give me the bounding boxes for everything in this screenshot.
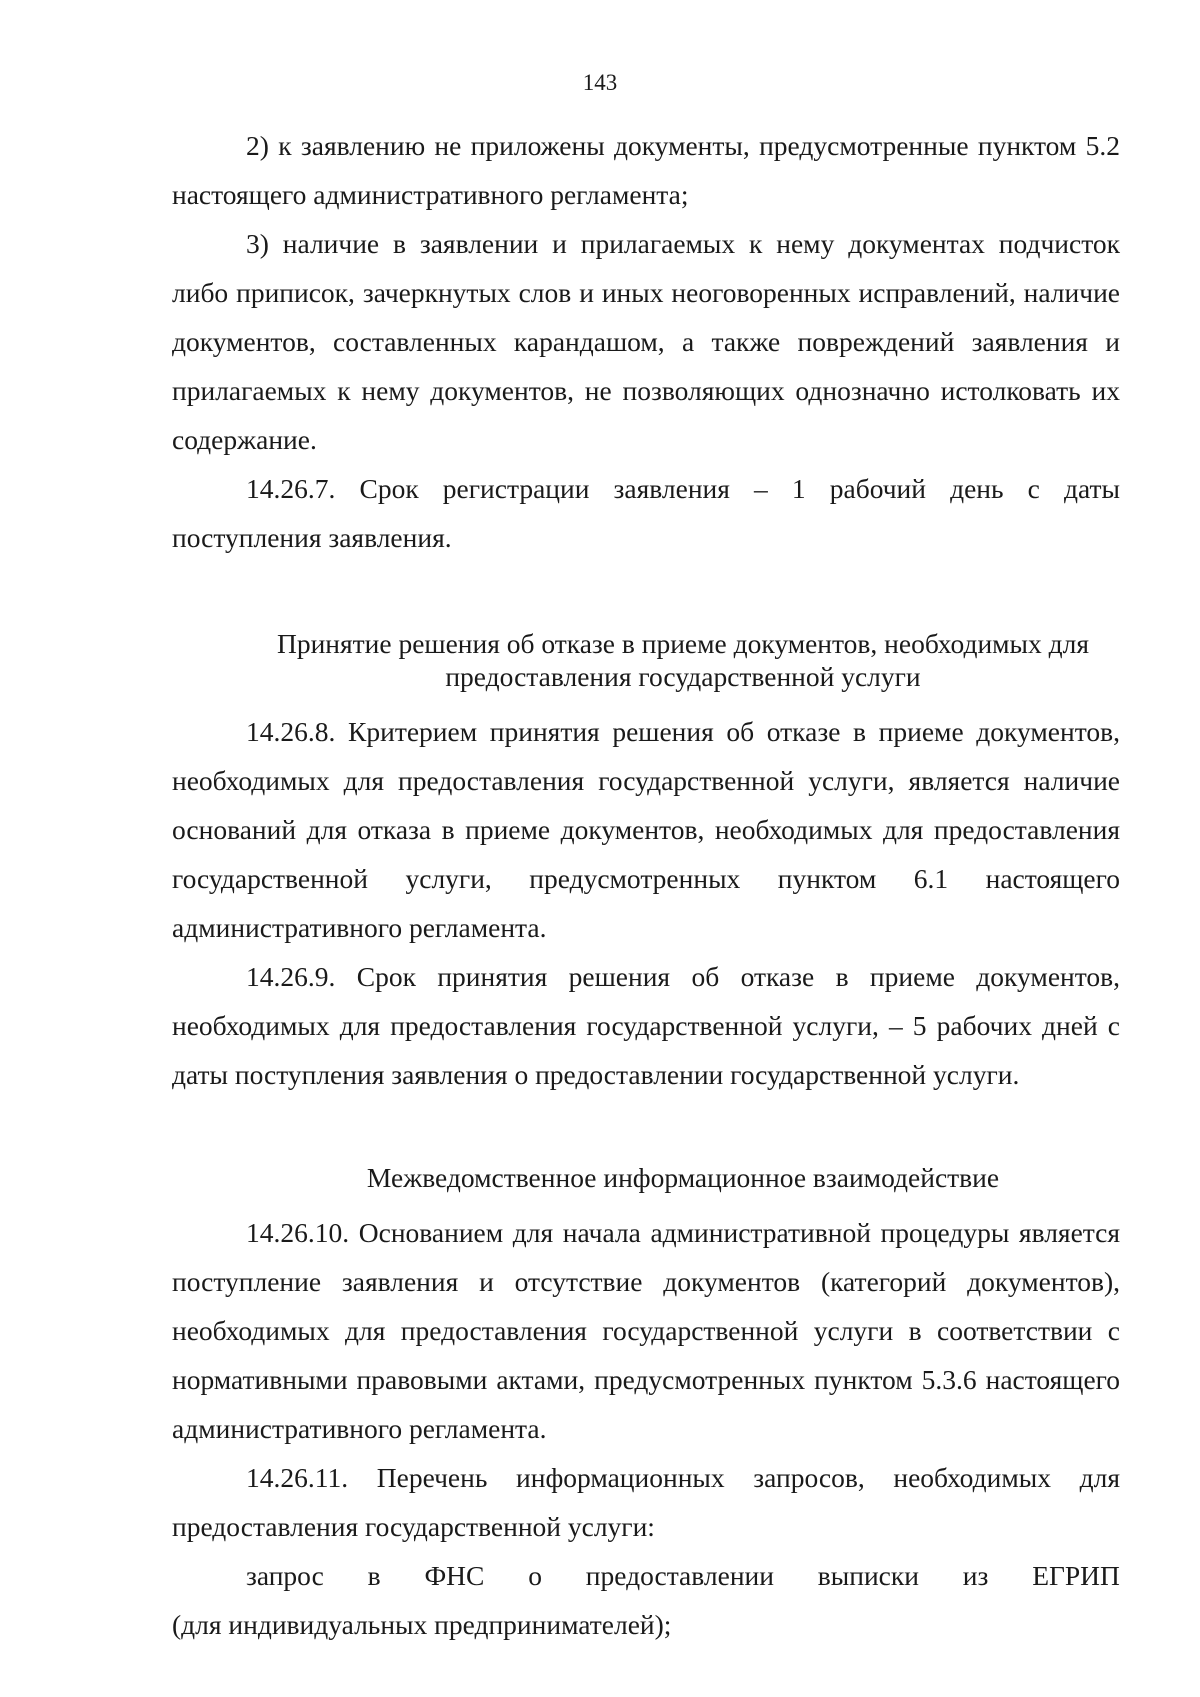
paragraph-14-26-11: 14.26.11. Перечень информационных запросов, необходимых для предоставления государственной услуги: xyxy=(172,1462,1120,1542)
request-word: предоставлении xyxy=(585,1560,774,1591)
paragraph-14-26-7: 14.26.7. Срок регистрации заявления – 1 рабочий день с даты поступления заявления. xyxy=(172,473,1120,553)
paragraph-14-26-10: 14.26.10. Основанием для начала административной процедуры является поступление заявления и отсутствие документов (категорий документов), необходимых для предоставления государственной услуги в соответствии с нормативными правовыми актами, предусмотренных пунктом 5.3.6 настоящего административного регламента. xyxy=(172,1217,1120,1444)
request-word: ФНС xyxy=(424,1560,485,1591)
paragraph-item-2: 2) к заявлению не приложены документы, предусмотренные пунктом 5.2 настоящего административного регламента; xyxy=(172,130,1120,210)
paragraph-item-3: 3) наличие в заявлении и прилагаемых к нему документах подчисток либо приписок, зачеркнутых слов и иных неоговоренных исправлений, наличие документов, составленных карандашом, а также повреждений заявления и прилагаемых к нему документов, не позволяющих однозначно истолковать их содержание. xyxy=(172,228,1120,455)
request-word: из xyxy=(962,1560,989,1591)
request-item-line xyxy=(172,1551,1120,1600)
request-word: запрос xyxy=(246,1560,324,1591)
request-word: в xyxy=(367,1560,381,1591)
request-word: ЕГРИП xyxy=(1032,1560,1120,1591)
section-heading-interagency: Межведомственное информационное взаимодействие xyxy=(366,1162,1000,1193)
request-word: о xyxy=(528,1560,542,1591)
request-item-continuation: (для индивидуальных предпринимателей); xyxy=(172,1609,672,1640)
request-word: выписки xyxy=(817,1560,919,1591)
paragraph-14-26-8: 14.26.8. Критерием принятия решения об отказе в приеме документов, необходимых для предоставления государственной услуги, является наличие оснований для отказа в приеме документов, необходимых для предоставления государственной услуги, предусмотренных пунктом 6.1 настоящего административного регламента. xyxy=(172,716,1120,943)
page-number: 143 xyxy=(582,70,618,95)
document-body xyxy=(172,121,1120,1649)
paragraph-14-26-9: 14.26.9. Срок принятия решения об отказе в приеме документов, необходимых для предоставления государственной услуги, – 5 рабочих дней с даты поступления заявления о предоставлении государственной услуги. xyxy=(172,961,1120,1090)
section-heading-refusal: Принятие решения об отказе в приеме документов, необходимых для предоставления государственной услуги xyxy=(276,628,1090,692)
